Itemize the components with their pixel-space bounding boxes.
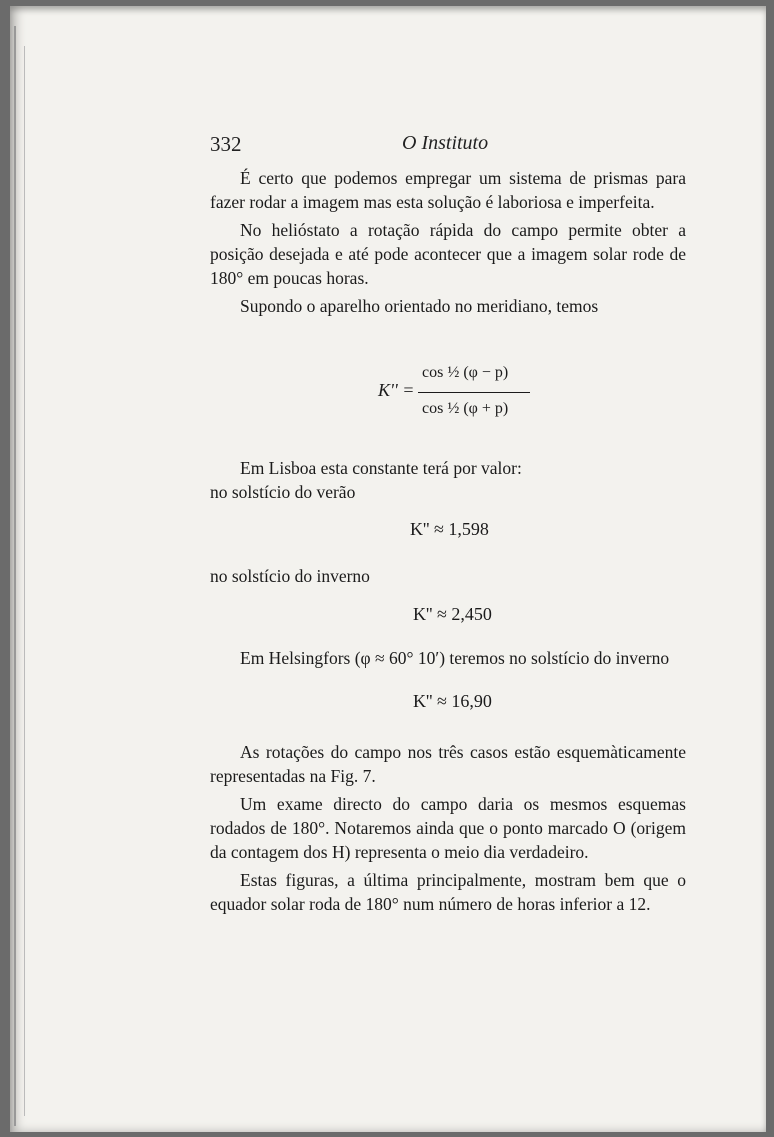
body-text-top [210, 166, 686, 318]
running-title: O Instituto [402, 132, 489, 154]
formula-denominator: cos ½ (φ + p) [422, 400, 509, 417]
body-text-bottom [210, 740, 686, 916]
summer-label: no solstício do verão [210, 482, 356, 502]
helsingfors-value: K'' ≈ 16,90 [413, 691, 492, 711]
formula-lhs: K'' = [378, 380, 415, 400]
paragraph: Em Helsingfors (φ ≈ 60° 10′) teremos no solstício do inverno [240, 648, 670, 668]
book-page [10, 6, 766, 1132]
paragraph: As rotações do campo nos três casos estão esquemàticamente representadas na Fig. 7. [210, 742, 686, 786]
paragraph: É certo que podemos empregar um sistema de prismas para fazer rodar a imagem mas esta solução é laboriosa e imperfeita. [210, 168, 686, 212]
summer-value: K'' ≈ 1,598 [410, 519, 489, 539]
lisboa-intro-block [210, 456, 686, 504]
page-edge [24, 46, 25, 1116]
formula-numerator: cos ½ (φ − p) [422, 364, 509, 381]
page-number: 332 [210, 132, 242, 156]
page-edge [14, 26, 16, 1126]
paragraph: Estas figuras, a última principalmente, mostram bem que o equador solar roda de 180° num número de horas inferior a 12. [210, 870, 686, 914]
winter-label: no solstício do inverno [210, 566, 370, 586]
page-header [210, 132, 690, 158]
fraction-bar [418, 392, 530, 393]
helsingfors-block [210, 646, 686, 670]
paragraph: No helióstato a rotação rápida do campo permite obter a posição desejada e até pode acontecer que a imagem solar rode de 180° em poucas horas. [210, 220, 686, 288]
winter-value: K'' ≈ 2,450 [413, 604, 492, 624]
paragraph: Um exame directo do campo daria os mesmos esquemas rodados de 180°. Notaremos ainda que o ponto marcado O (origem da contagem dos H) representa o meio dia verdadeiro. [210, 794, 686, 862]
rotation-formula [378, 362, 538, 428]
winter-label-block [210, 564, 686, 588]
paragraph: Supondo o aparelho orientado no meridiano, temos [240, 296, 599, 316]
paragraph: Em Lisboa esta constante terá por valor: [240, 458, 522, 478]
